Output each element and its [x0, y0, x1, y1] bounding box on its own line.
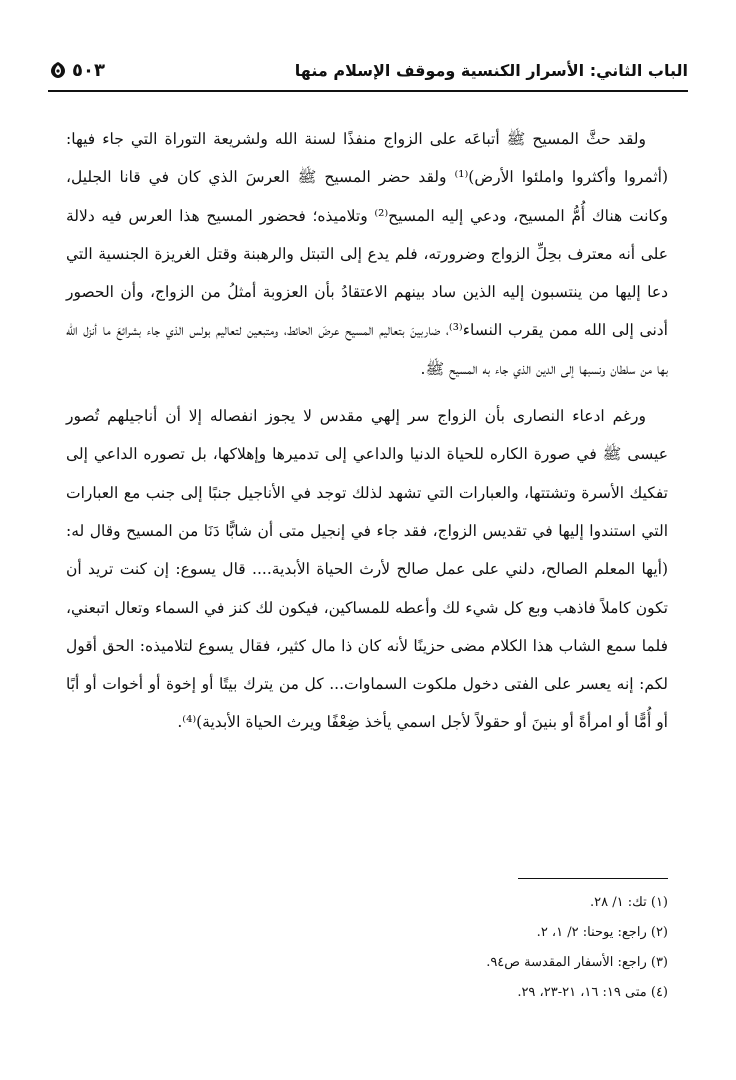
footnote-2: (٢) راجع: يوحنا: ٢/ ١، ٢.	[536, 925, 668, 940]
footnote-divider	[518, 878, 668, 879]
footnote-3: (٣) راجع: الأسفار المقدسة ص٩٤.	[486, 955, 668, 970]
header-divider	[48, 90, 688, 92]
page-number: ٥٠٣	[72, 59, 105, 81]
footnotes	[66, 888, 668, 1008]
paragraph-2: ورغم ادعاء النصارى بأن الزواج سر إلهي مقدس لا يجوز انفصاله إلا أن أناجيلهم تُصور عيسى ﷺ في صورة الكاره للحياة الدنيا والداعي إلى تدميرها وإهلاكها، بل تصوره الداعي إلى تفكيك الأسرة وتشتتها، والعبارات التي تشهد لذلك توجد في الأناجيل جنبًا إلى جنب مع العبارات التي استندوا إليها في تقديس الزواج، فقد جاء في إنجيل متى أن شابًّا دَنَا من المسيح وقال له: (أيها المعلم الصالح، دلني على عمل صالح لأرث الحياة الأبدية.... قال يسوع: إن كنت تريد أن تكون كاملاً فاذهب وبع كل شيء لك وأعطه للمساكين، فيكون لك كنز في السماء وتعال اتبعني، فلما سمع الشاب هذا الكلام مضى حزينًا لأنه كان ذا مال كثير، فقال يسوع لتلاميذه: الحق أقول لكم: إنه يعسر على الفتى دخول ملكوت السماوات... كل من يترك بيتًا أو إخوة أو أخوات أو أبًا أو أُمًّا أو امرأةً أو بنينَ أو حقولاً لأجل اسمي يأخذ ضِعْفًا ويرث الحياة الأبدية)⁽⁴⁾.	[66, 407, 668, 732]
page-header	[48, 52, 688, 88]
chapter-title: الباب الثاني: الأسرار الكنسية وموقف الإسلام منها	[294, 60, 688, 80]
leaf-ornament-icon	[48, 60, 68, 80]
main-text	[66, 120, 668, 742]
page-number-block	[48, 60, 105, 81]
footnote-1: (١) تك: ١/ ٢٨.	[590, 895, 668, 910]
paragraph-1: ولقد حثَّ المسيح ﷺ أتباعَه على الزواج منفذًا لسنة الله ولشريعة التوراة التي جاء فيها: (أثمروا وأكثروا واملئوا الأرض)⁽¹⁾ ولقد حضر المسيح ﷺ العرسَ الذي كان في قانا الجليل، وكانت هناك أُمُّ المسيح، ودعي إليه المسيح⁽²⁾ وتلاميذه؛ فحضور المسيح هذا العرس فيه دلالة على أنه معترف بحِلِّ الزواج وضرورته، فلم يدع إلى التبتل والرهبنة وقتل الغريزة الجنسية التي دعا إليها من ينتسبون إليه الذين ساد بينهم الاعتقادُ بأن العزوبة أمثلُ من الزواج، وأن الحصور أدنى إلى الله ممن يقرب النساء⁽³⁾، ضاربينَ بتعاليم المسيح عرضَ الحائط، ومتبعين لتعاليم بولس الذي جاء بشرائعَ ما أنزل الله بها من سلطان ونسبها إلى الدين الذي جاء به المسيح ﷺ.	[66, 130, 668, 378]
footnote-4: (٤) متى ١٩: ١٦، ٢١-٢٣، ٢٩.	[517, 985, 668, 1000]
